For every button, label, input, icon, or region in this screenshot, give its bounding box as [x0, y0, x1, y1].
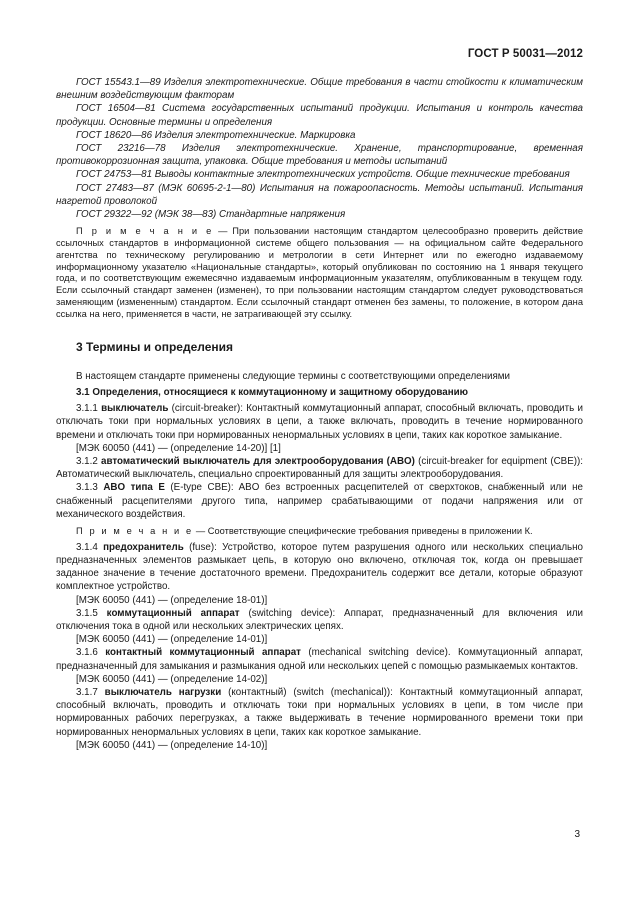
term-text: (E-type CBE): ABO без встроенных расцепителей от сверхтоков, снабженный или не снабженный расцепителями другого типа, например срабатывающими от подачи напряжения или от механического воздействия.: [56, 482, 583, 520]
term-name: выключатель: [101, 403, 169, 415]
term-reference: [МЭК 60050 (441) — (определение 14-02)]: [76, 673, 268, 685]
term-definition: [56, 402, 583, 442]
term-number: 3.1.6: [76, 647, 106, 659]
term-name: контактный коммутационный аппарат: [105, 647, 301, 659]
term-number: 3.1.7: [76, 687, 105, 699]
reference-item: ГОСТ 15543.1—89 Изделия электротехнические. Общие требования в части стойкости к климатическим внешним воздействующим факторам: [56, 77, 583, 102]
reference-item: ГОСТ 27483—87 (МЭК 60695-2-1—80) Испытания на пожароопасность. Методы испытаний. Испытания нагретой проволокой: [56, 182, 583, 207]
term-name: выключатель нагрузки: [104, 687, 222, 699]
term-reference: [МЭК 60050 (441) — (определение 14-01)]: [76, 634, 268, 646]
term-name: автоматический выключатель для электрооборудования (ABO): [101, 456, 415, 468]
term-text: (circuit-breaker for equipment (CBE)): Автоматический выключатель, специально спроектированный для защиты электрооборудования.: [56, 456, 583, 481]
reference-item: ГОСТ 16504—81 Система государственных испытаний продукции. Испытания и контроль качества продукции. Основные термины и определения: [56, 103, 583, 128]
reference-item: ГОСТ 23216—78 Изделия электротехнические. Хранение, транспортирование, временная противокоррозионная защита, упаковка. Общие требования и методы испытаний: [56, 143, 583, 168]
term-name: ABO типа E: [103, 482, 165, 494]
term-number: 3.1.4: [76, 541, 104, 553]
term-number: 3.1.2: [76, 456, 102, 468]
term-text: (контактный) (switch (mechanical)): Контактный коммутационный аппарат, способный включать, проводить и отключать токи при нормальных условиях в цепи, в том числе при нормированных рабочих перегрузках, а также выдерживать в течение нормированного времени токи при нормированных ненормальных условиях в цепи, таких как короткое замыкание.: [56, 687, 583, 738]
reference-item: ГОСТ 18620—86 Изделия электротехнические. Маркировка: [76, 129, 356, 141]
page-number: 3: [574, 829, 580, 840]
term-reference: [МЭК 60050 (441) — (определение 14-20)] [1]: [76, 442, 281, 454]
term-number: 3.1.3: [76, 482, 104, 494]
standard-code-header: ГОСТ Р 50031—2012: [467, 48, 583, 60]
term-text: (switching device): Аппарат, предназначенный для включения или отключения тока в одной или нескольких электрических цепях.: [56, 607, 584, 633]
note-text: — Соответствующие специфические требования приведены в приложении К.: [193, 526, 533, 537]
term-number: 3.1.5: [76, 607, 107, 619]
term-text: (fuse): Устройство, которое путем разрушения одного или нескольких специально предназначенных элементов размыкает цепь, в которую оно включено, отключая ток, когда он превышает заданное значение в течение достаточного времени. Предохранитель содержит все детали, которые образуют комплектное устройство.: [56, 541, 583, 593]
term-definition: [56, 686, 583, 739]
section-intro: В настоящем стандарте применены следующие термины с соответствующими определениями: [76, 370, 511, 382]
term-definition: [56, 646, 583, 672]
term-number: 3.1.1: [76, 403, 102, 415]
term-text: (mechanical switching device). Коммутационный аппарат, предназначенный для замыкания и размыкания одной или нескольких цепей с помощью размыкаемых контактов.: [56, 647, 583, 672]
term-text: (circuit-breaker): Контактный коммутационный аппарат, способный включать, проводить и отключать токи при нормальных условиях в цепи, а также включать, проводить в течение нормированного времени и отключать токи при нормированных ненормальных условиях в цепи, таких как короткое замыкание.: [56, 403, 583, 441]
term-name: коммутационный аппарат: [106, 607, 240, 619]
reference-item: ГОСТ 29322—92 (МЭК 38—83) Стандартные напряжения: [76, 209, 346, 221]
note-label: П р и м е ч а н и е: [76, 526, 194, 537]
note-paragraph: [56, 526, 583, 538]
term-definition: [56, 541, 583, 594]
note-text: — При пользовании настоящим стандартом целесообразно проверить действие ссылочных стандартов в информационной системе общего пользования — на официальном сайте Федерального агентства по техническому регулированию и метрологии в сети Интернет или по ежегодно издаваемому информационному указателю «Национальные стандарты», который опубликован по состоянию на 1 января текущего года, и по соответствующим ежемесячно издаваемым информационным указателям, опубликованным в текущем году. Если ссылочный стандарт заменен (изменен), то при пользовании настоящим стандартом следует руководствоваться заменяющим (измененным) стандартом. Если ссылочный стандарт отменен без замены, то положение, в котором дана ссылка на него, применяется в части, не затрагивающей эту ссылку.: [56, 226, 583, 319]
subsection-title: 3.1 Определения, относящиеся к коммутационному и защитному оборудованию: [76, 387, 469, 399]
note-paragraph: [56, 226, 583, 320]
reference-item: ГОСТ 24753—81 Выводы контактные электротехнических устройств. Общие технические требования: [76, 169, 570, 181]
note-label: П р и м е ч а н и е: [76, 226, 214, 237]
term-reference: [МЭК 60050 (441) — (определение 14-10)]: [76, 739, 268, 751]
term-definition: [56, 481, 583, 521]
term-name: предохранитель: [103, 541, 184, 553]
section-title: 3 Термины и определения: [76, 339, 234, 354]
term-definition: [56, 455, 583, 481]
page-content: [56, 76, 583, 752]
term-reference: [МЭК 60050 (441) — (определение 18-01)]: [76, 594, 268, 606]
term-definition: [56, 607, 583, 633]
